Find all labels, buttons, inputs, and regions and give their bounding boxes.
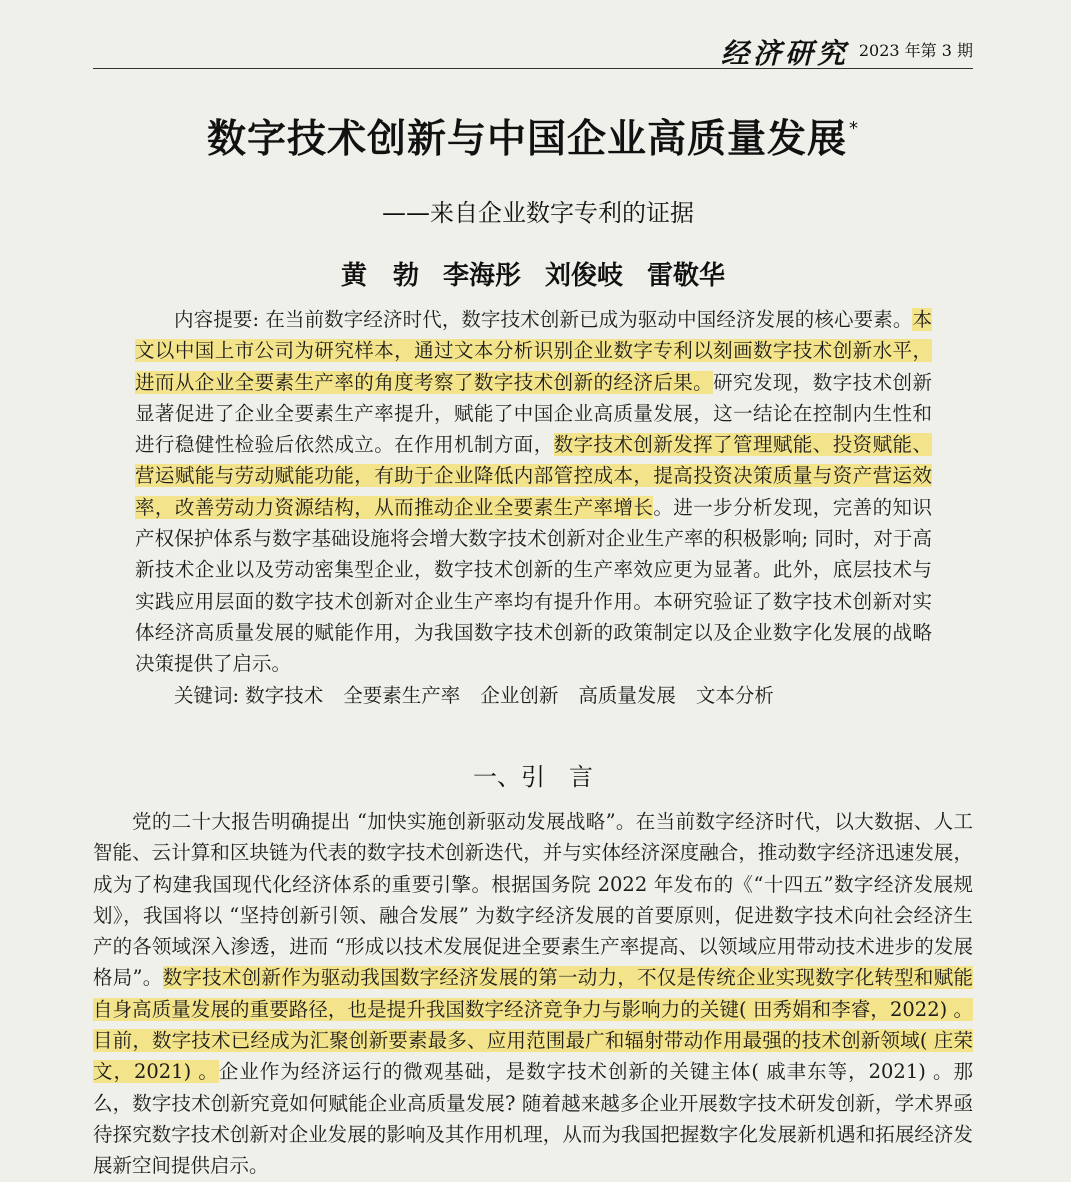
paper-subtitle: ——来自企业数字专利的证据 — [382, 199, 694, 227]
running-header — [93, 30, 973, 69]
author-name: 雷敬华 — [647, 261, 726, 291]
keywords-label: 关键词: — [174, 684, 246, 707]
journal-name: 经济研究 — [720, 37, 849, 70]
abstract-highlight: 本文以中国上市公司为研究样本，通过文本分析识别企业数字专利以刻画数字技术创新水平，进而从企业全要素生产率的角度考察了数字技术创新的经济后果。 — [135, 308, 932, 394]
body-text — [93, 806, 973, 1182]
keyword: 全要素生产率 — [343, 684, 461, 707]
abstract-paragraph — [135, 304, 932, 680]
issue-label: 2023 年第 3 期 — [858, 41, 973, 60]
author-list — [93, 255, 973, 292]
paper-title — [93, 108, 973, 164]
body-paragraph — [93, 806, 973, 1182]
body-text-run: 党的二十大报告明确提出 “加快实施创新驱动发展战略”。在当前数字经济时代，以大数据、人工智能、云计算和区块链为代表的数字技术创新迭代，并与实体经济深度融合，推动数字经济迅速发展，成为了构建我国现代化经济体系的重要引擎。根据国务院 2022 年发布的《“十四五”数字经济发展规划》，我国将以 “坚持创新引领、融合发展” 为数字经济发展的首要原则，促进数字技术向社会经济生产的各领域深入渗透，进而 “形成以技术发展促进全要素生产率提高、以领域应用带动技术进步的发展格局”。 — [93, 810, 973, 990]
paper-title-text: 数字技术创新与中国企业高质量发展 — [206, 117, 847, 162]
section-heading: 一、引 言 — [473, 763, 593, 791]
author-name: 黄 勃 — [340, 261, 419, 291]
abstract — [135, 304, 932, 680]
abstract-text: 研究发现，数字技术创新显著促进了企业全要素生产率提升，赋能了中国企业高质量发展，这一结论在控制内生性和进行稳健性检验后依然成立。在作用机制方面， — [135, 370, 932, 457]
abstract-text: 内容提要: 在当前数字经济时代，数字技术创新已成为驱动中国经济发展的核心要素。 — [174, 308, 913, 331]
keyword: 文本分析 — [695, 684, 774, 707]
author-name: 李海彤 — [442, 261, 521, 291]
abstract-highlight: 数字技术创新发挥了管理赋能、投资赋能、营运赋能与劳动赋能功能，有助于企业降低内部管控成本，提高投资决策质量与资产营运效率，改善劳动力资源结构，从而推动企业全要素生产率增长 — [135, 433, 932, 519]
keyword: 高质量发展 — [578, 684, 676, 707]
abstract-text: 。进一步分析发现，完善的知识产权保护体系与数字基础设施将会增大数字技术创新对企业生产率的积极影响; 同时，对于高新技术企业以及劳动密集型企业，数字技术创新的生产率效应更为显著。此外，底层技术与实践应用层面的数字技术创新对企业生产率均有提升作用。本研究验证了数字技术创新对实体经济高质量发展的赋能作用，为我国数字技术创新的政策制定以及企业数字化发展的战略决策提供了启示。 — [135, 495, 932, 676]
keyword: 数字技术 — [245, 684, 324, 707]
keyword: 企业创新 — [480, 684, 559, 707]
body-text-run: 企业作为经济运行的微观基础，是数字技术创新的关键主体( 戚聿东等，2021) 。那么，数字技术创新究竟如何赋能企业高质量发展? 随着越来越多企业开展数字技术研发创新，学术界亟待探究数字技术创新对企业发展的影响及其作用机理，从而为我国把握数字化发展新机遇和拓展经济发展新空间提供启示。 — [93, 1060, 973, 1178]
body-highlight: 数字技术创新作为驱动我国数字经济发展的第一动力，不仅是传统企业实现数字化转型和赋能自身高质量发展的重要路径，也是提升我国数字经济竞争力与影响力的关键( 田秀娟和李睿，2022) 。目前，数字技术已经成为汇聚创新要素最多、应用范围最广和辐射带动作用最强的技术创新领域( 庄荣文，2021) 。 — [93, 966, 973, 1084]
author-name: 刘俊岐 — [545, 261, 624, 291]
keywords — [135, 680, 932, 711]
title-footnote-mark: * — [849, 118, 859, 139]
